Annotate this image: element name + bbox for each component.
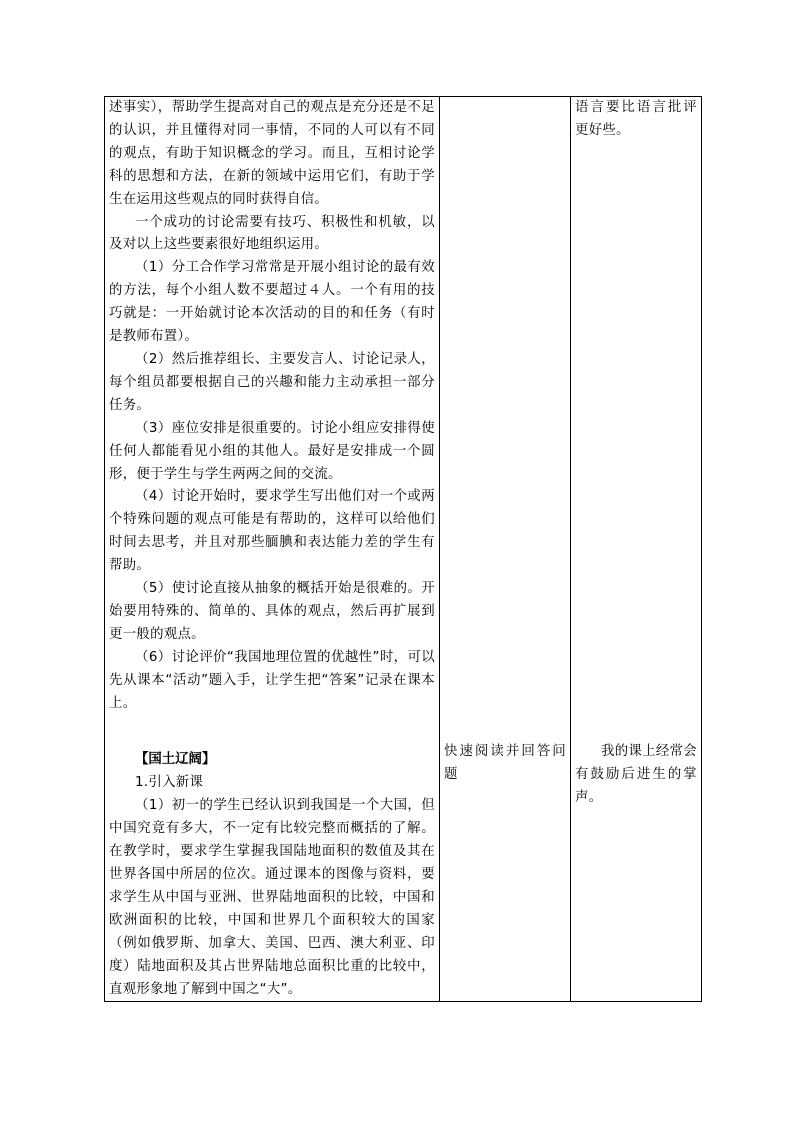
- paragraph: （2）然后推荐组长、主要发言人、讨论记录人，每个组员都要根据自己的兴趣和能力主动承担一部分任务。: [109, 351, 435, 413]
- blank-space: [444, 97, 566, 741]
- lesson-plan-table: [104, 96, 702, 1002]
- student-activity-cell: [440, 97, 571, 1002]
- paragraph: 一个成功的讨论需要有技巧、积极性和机敏，以及对以上这些要素很好地组织运用。: [109, 214, 435, 253]
- paragraph: （4）讨论开始时，要求学生写出他们对一个或两个特殊问题的观点可能是有帮助的，这样可以给他们时间去思考，并且对那些腼腆和表达能力差的学生有帮助。: [109, 489, 435, 574]
- subheading: 1.引入新课: [135, 775, 204, 791]
- paragraph: （6）讨论评价“我国地理位置的优越性”时，可以先从课本“活动”题入手，让学生把“答案”记录在课本上。: [109, 649, 435, 711]
- blank-space: [575, 143, 697, 741]
- design-intent-cell: [571, 97, 702, 1002]
- design-intent-text: 语言要比语言批评更好些。: [575, 100, 697, 138]
- table-row: [105, 97, 702, 1002]
- student-activity-text: 快速阅读并回答问题: [444, 744, 566, 782]
- blank-space: [109, 715, 435, 749]
- paragraph: （1）分工合作学习常常是开展小组讨论的最有效的方法，每个小组人数不要超过４人。一个有用的技巧就是：一开始就讨论本次活动的目的和任务（有时是教师布置）。: [109, 260, 435, 345]
- paragraph: 述事实），帮助学生提高对自己的观点是充分还是不足的认识，并且懂得对同一事情，不同的人可以有不同的观点，有助于知识概念的学习。而且，互相讨论学科的思想和方法，在新的领域中运用它们，有助于学生在运用这些观点的同时获得自信。: [109, 100, 435, 207]
- teaching-content-cell: [105, 97, 440, 1002]
- design-intent-text: 我的课上经常会有鼓励后进生的掌声。: [575, 743, 697, 805]
- paragraph: （3）座位安排是很重要的。讨论小组应安排得使任何人都能看见小组的其他人。最好是安排成一个圆形，便于学生与学生两两之间的交流。: [109, 420, 435, 482]
- section-heading: 【国土辽阔】: [135, 752, 216, 768]
- paragraph: （5）使讨论直接从抽象的概括开始是很难的。开始要用特殊的、简单的、具体的观点，然后再扩展到更一般的观点。: [109, 581, 435, 642]
- paragraph: （1）初一的学生已经认识到我国是一个大国，但中国究竟有多大，不一定有比较完整而概括的了解。在教学时，要求学生掌握我国陆地面积的数值及其在世界各国中所居的位次。通过课本的图像与资料，要求学生从中国与亚洲、世界陆地面积的比较，中国和欧洲面积的比较，中国和世界几个面积较大的国家（例如俄罗斯、加拿大、美国、巴西、澳大利亚、印度）陆地面积及其占世界陆地总面积比重的比较中，直观形象地了解到中国之“大”。: [109, 798, 435, 997]
